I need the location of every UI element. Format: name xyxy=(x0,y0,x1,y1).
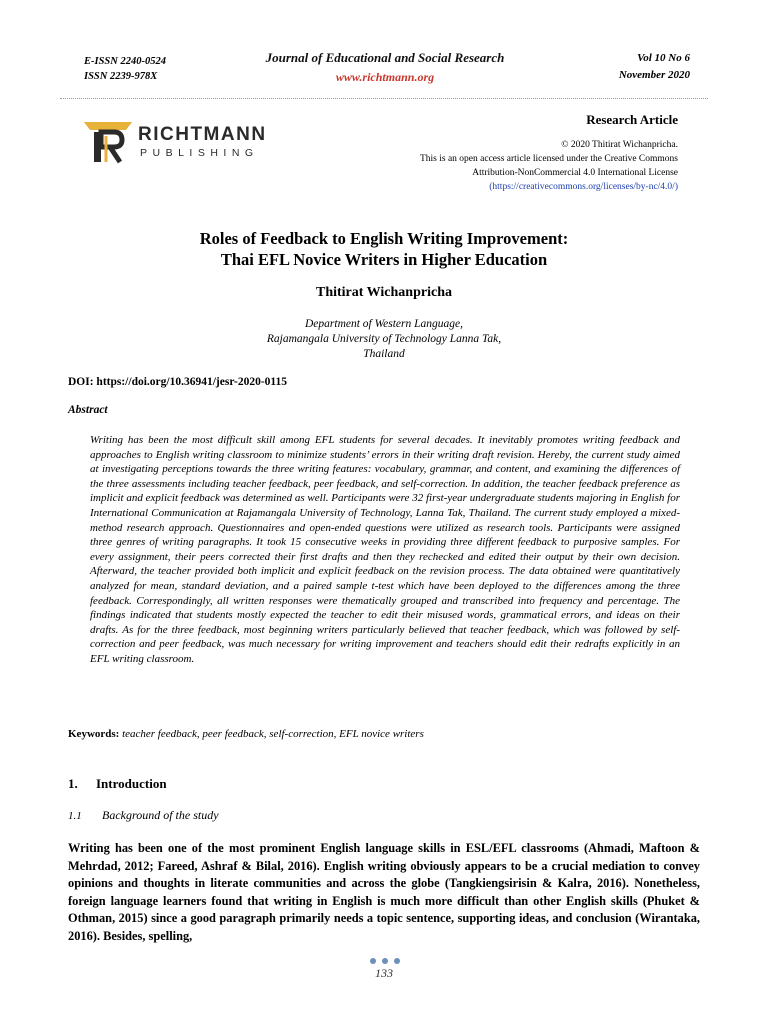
publisher-logo xyxy=(82,114,272,168)
license-line: This is an open access article licensed under the Creative Commons xyxy=(419,154,678,164)
issue-block xyxy=(619,50,690,84)
logo-subtitle: PUBLISHING xyxy=(140,147,259,159)
title-line-1: Roles of Feedback to English Writing Improvement: xyxy=(199,229,569,248)
article-type: Research Article xyxy=(586,112,678,127)
affiliation-univ: Rajamangala University of Technology Lanna Tak, xyxy=(266,333,502,345)
volume: Vol 10 No 6 xyxy=(637,52,690,64)
doi[interactable]: DOI: https://doi.org/10.36941/jesr-2020-0115 xyxy=(68,376,288,388)
title-line-2: Thai EFL Novice Writers in Higher Education xyxy=(220,250,548,269)
journal-title: Journal of Educational and Social Research xyxy=(265,50,505,65)
page-number: 133 xyxy=(375,966,393,980)
dot xyxy=(394,958,400,964)
dot xyxy=(370,958,376,964)
publisher-logo-icon xyxy=(82,114,134,168)
keywords-text: teacher feedback, peer feedback, self-correction, EFL novice writers xyxy=(119,728,424,740)
subsection-number: 1.1 xyxy=(68,810,82,822)
abstract-heading: Abstract xyxy=(68,404,108,416)
body-paragraph: Writing has been one of the most prominent English language skills in ESL/EFL classrooms (Ahmadi, Maftoon & Mehrdad, 2012; Fareed, Ashraf & Bilal, 2016). English writing obviously appears to be a crucial mediation to convey opinions and thoughts in literate communities and across the globe (Tangkiengsirisin & Kalra, 2016). Nonetheless, foreign language learners found that writing in English is much more difficult than other English skills (Phuket & Othman, 2015) since a good paragraph primarily needs a topic sentence, supporting ideas, and conclusion (Wirantaka, 2016). Besides, spelling, xyxy=(68,841,700,943)
link-paren-open: ( xyxy=(489,182,493,192)
license-link-row xyxy=(298,180,678,194)
copyright: © 2020 Thitirat Wichanpricha. xyxy=(561,140,678,150)
affiliation-country: Thailand xyxy=(363,348,405,360)
license-link[interactable]: https://creativecommons.org/licenses/by-nc/4.0/ xyxy=(492,182,675,192)
license-name: Attribution-NonCommercial 4.0 International License xyxy=(472,168,678,178)
journal-block xyxy=(230,50,540,85)
affiliation-dept: Department of Western Language, xyxy=(304,318,463,330)
issn-block xyxy=(84,54,166,84)
dot xyxy=(382,958,388,964)
license-block xyxy=(298,138,678,194)
journal-url[interactable]: www.richtmann.org xyxy=(335,70,435,84)
keywords xyxy=(68,728,424,740)
header-divider xyxy=(60,98,708,99)
section-title: Introduction xyxy=(96,776,167,791)
issue-date: November 2020 xyxy=(618,69,690,81)
section-number: 1. xyxy=(68,776,78,791)
author-name: Thitirat Wichanpricha xyxy=(315,285,452,300)
affiliation xyxy=(100,317,668,362)
article-title xyxy=(100,228,668,270)
keywords-label: Keywords: xyxy=(68,728,120,740)
abstract-text: Writing has been the most difficult skill among EFL students for several decades. It inevitably promotes writing feedback and approaches to English writing classroom to minimize students’ errors in their writing draft revision. Hereby, the current study aimed at investigating perceptions towards the three writing features: vocabulary, grammar, and content, and examining the differences of the three assessments including teacher feedback, peer feedback, and self-correction. In addition, the teacher feedback preference as implicit and explicit feedback was determined as well. Participants were 32 first-year undergraduate students majoring in English for International Communication at Rajamangala University of Technology, Lanna Tak, Thailand. The current study employed a mixed-method research approach. Questionnaires and open-ended questions were utilized as research tools. Participants were assigned three genres of writing paragraphs. It took 15 consecutive weeks in providing three different feedback to purposive samples. For every assignment, their peers corrected their first drafts and then they rechecked and edited their output by their own decision. Afterward, the teacher provided both implicit and explicit feedback on the revision process. The data obtained were quantitatively analyzed for mean, standard deviation, and a paired sample t-test which have been deployed to the differences among the three feedback. Correspondingly, all written responses were thematically grouped and transcribed into frequency and percentage. The findings indicated that students mostly expected the teacher to edit their misused words, grammatical errors, and ideas on their drafts. As for the three feedback, most beginning writers particularly believed that teacher feedback, which was followed by self-correction and peer feedback, was much necessary for writing improvement and teachers should edit their redrafts explicitly in an EFL writing classroom. xyxy=(90,434,680,665)
logo-wordmark: RICHTMANN xyxy=(138,124,267,145)
issn: ISSN 2239-978X xyxy=(84,71,158,82)
eissn: E-ISSN 2240-0524 xyxy=(84,56,166,67)
subsection-title: Background of the study xyxy=(102,808,219,822)
page-dots-icon xyxy=(370,958,400,966)
link-paren-close: ) xyxy=(674,182,678,192)
